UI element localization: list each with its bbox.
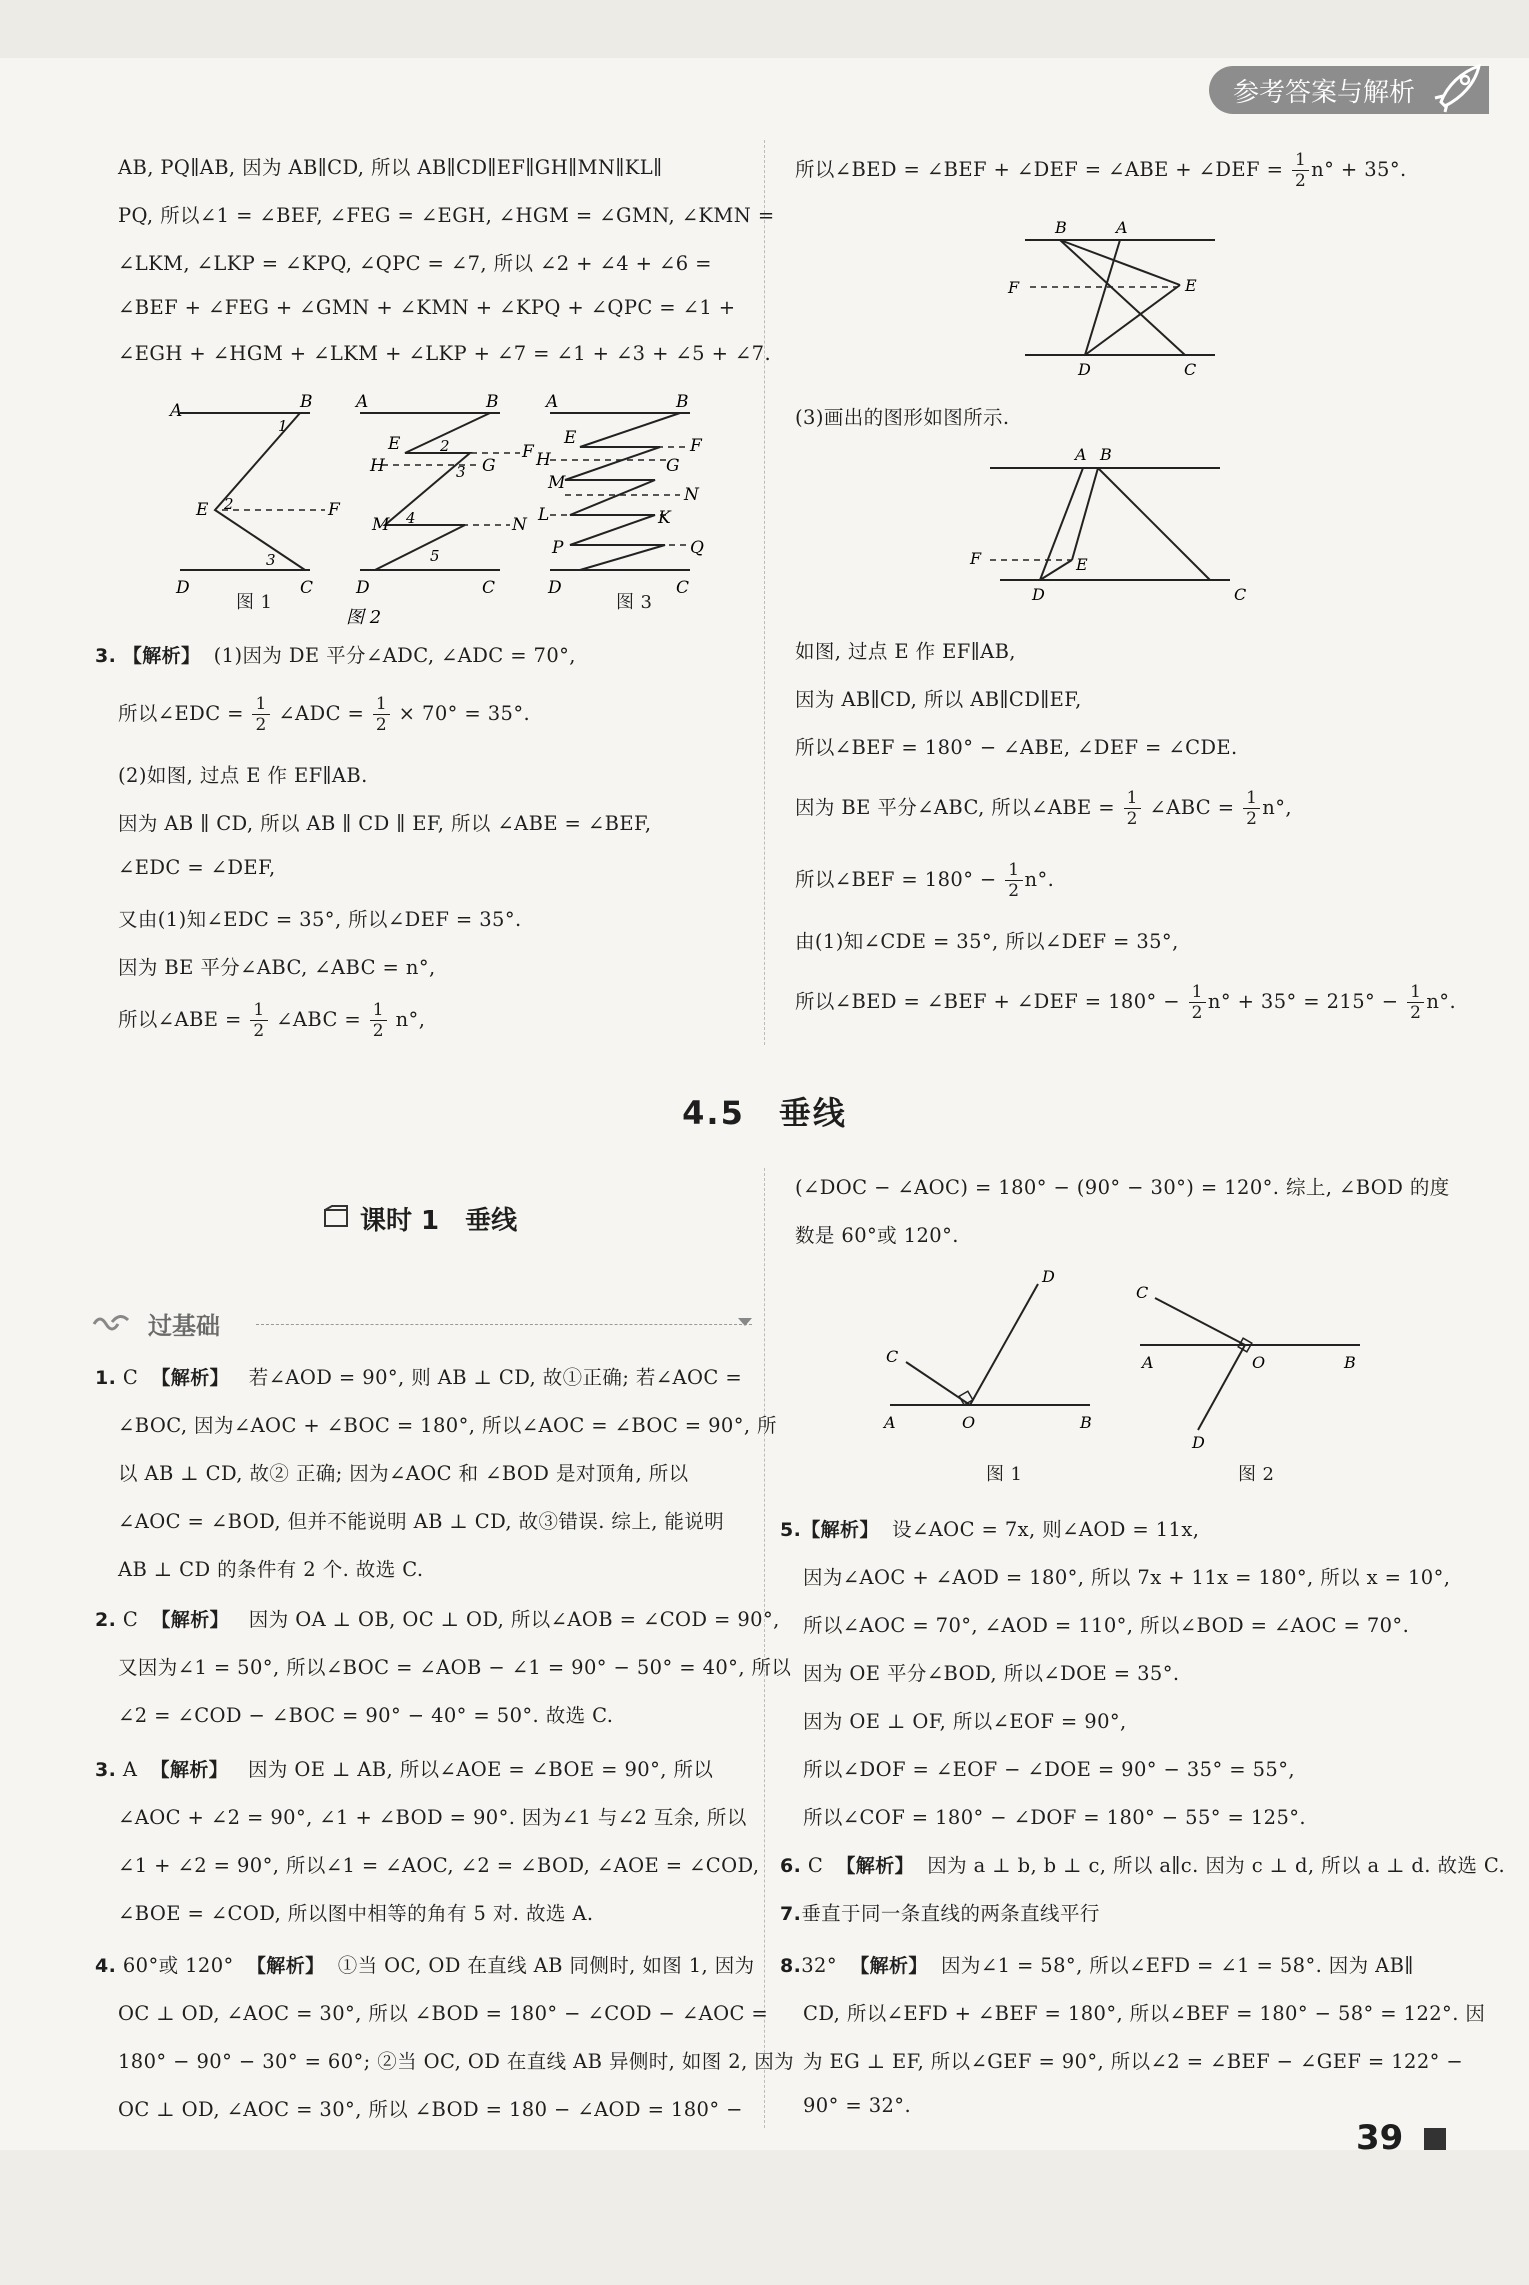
right-top-line-1: 所以∠BED = ∠BEF + ∠DEF = ∠ABE + ∠DEF = $\frac{1}{2}$ n° + 35°. [795, 150, 1407, 191]
fig1-caption: 图 1 [236, 592, 273, 613]
wave-icon [92, 1310, 140, 1330]
svg-text:B: B [1055, 218, 1067, 237]
svg-text:P: P [552, 538, 564, 558]
column-divider-bottom [764, 1168, 765, 2128]
fig3-caption: 图 3 [616, 592, 653, 613]
fraction-half: $\frac{1}{2}$ [1407, 982, 1424, 1023]
svg-text:E: E [388, 434, 401, 454]
column-divider-top [764, 140, 765, 1045]
svg-text:3: 3 [266, 551, 276, 569]
header-tab-label: 参考答案与解析 [1233, 77, 1416, 108]
svg-text:2: 2 [440, 437, 450, 455]
answer-4-continued-line-2: 数是 60°或 120°. [795, 1224, 959, 1247]
fraction-half: $\frac{1}{2}$ [1189, 982, 1206, 1023]
svg-text:F: F [1008, 278, 1020, 297]
answer-2-line-1: 2. C 【解析】 因为 OA ⊥ OB, OC ⊥ OD, 所以∠AOB = ∠COD = 90°, [95, 1608, 780, 1631]
q3-line-4: 因为 AB ∥ CD, 所以 AB ∥ CD ∥ EF, 所以 ∠ABE = ∠BEF, [118, 812, 652, 835]
svg-text:H: H [536, 450, 551, 470]
answer-3-line-3: ∠1 + ∠2 = 90°, 所以∠1 = ∠AOC, ∠2 = ∠BOD, ∠AOE = ∠COD, [118, 1854, 760, 1877]
page-number: 39 [1356, 2118, 1404, 2158]
right-top-line-5: 所以∠BEF = 180° − ∠ABE, ∠DEF = ∠CDE. [795, 736, 1238, 759]
answer-3-line-2: ∠AOC + ∠2 = 90°, ∠1 + ∠BOD = 90°. 因为∠1 与∠2 互余, 所以 [118, 1806, 747, 1829]
svg-text:F: F [690, 436, 702, 456]
q3-line-8: 所以∠ABE = $\frac{1}{2}$ ∠ABC = $\frac{1}{2}$ n°, [118, 1000, 426, 1041]
rocket-icon [1429, 58, 1489, 118]
zigzag-figure-3 [535, 392, 704, 598]
zigzag-figures [160, 385, 720, 628]
right-top-line-6: 因为 BE 平分∠ABC, 所以∠ABE = $\frac{1}{2}$ ∠ABC = $\frac{1}{2}$ n°, [795, 788, 1292, 829]
section-title: 4.5 垂线 [682, 1094, 847, 1132]
svg-text:A: A [1075, 445, 1087, 464]
right-top-line-4: 因为 AB∥CD, 所以 AB∥CD∥EF, [795, 688, 1082, 711]
svg-text:3: 3 [456, 463, 466, 481]
svg-text:M: M [548, 473, 566, 493]
fraction-half: $\frac{1}{2}$ [1124, 788, 1141, 829]
svg-text:N: N [512, 515, 527, 535]
svg-text:A: A [884, 1413, 896, 1432]
answer-5-line-2: 因为∠AOC + ∠AOD = 180°, 所以 7x + 11x = 180°, 所以 x = 10°, [803, 1566, 1451, 1589]
svg-text:D: D [1042, 1267, 1055, 1286]
answer-5-line-7: 所以∠COF = 180° − ∠DOF = 180° − 55° = 125°. [803, 1806, 1307, 1829]
svg-text:C: C [300, 578, 314, 598]
subhead-rule [256, 1324, 752, 1325]
svg-text:B: B [676, 392, 689, 412]
answer-5-line-6: 所以∠DOF = ∠EOF − ∠DOE = 90° − 35° = 55°, [803, 1758, 1295, 1781]
page-marker [1424, 2128, 1446, 2150]
right-top-line-7: 所以∠BEF = 180° − $\frac{1}{2}$ n°. [795, 860, 1055, 901]
answer-3-line-4: ∠BOE = ∠COD, 所以图中相等的角有 5 对. 故选 A. [118, 1902, 594, 1925]
answer-3-line-1: 3. A 【解析】 因为 OE ⊥ AB, 所以∠AOE = ∠BOE = 90°, 所以 [95, 1758, 714, 1781]
answer-1-line-3: 以 AB ⊥ CD, 故② 正确; 因为∠AOC 和 ∠BOD 是对顶角, 所以 [118, 1462, 689, 1485]
svg-text:图 2: 图 2 [346, 607, 382, 628]
right-top-line-2: (3)画出的图形如图所示. [795, 406, 1010, 429]
svg-text:B: B [1100, 445, 1112, 464]
fig45-caption-2: 图 2 [1238, 1464, 1275, 1485]
answer-5-line-1: 5.【解析】 设∠AOC = 7x, 则∠AOD = 11x, [780, 1518, 1200, 1541]
answer-4-line-2: OC ⊥ OD, ∠AOC = 30°, 所以 ∠BOD = 180° − ∠COD − ∠AOC = [118, 2002, 769, 2025]
svg-text:F: F [328, 500, 340, 520]
figure-bod-2 [1130, 1270, 1370, 1450]
svg-text:O: O [1252, 1353, 1266, 1372]
svg-text:B: B [486, 392, 499, 412]
svg-text:D: D [1192, 1433, 1205, 1452]
svg-text:4: 4 [406, 509, 416, 527]
lesson-title: 课时 1 垂线 [360, 1206, 518, 1236]
svg-text:B: B [1080, 1413, 1092, 1432]
answer-1-line-4: ∠AOC = ∠BOD, 但并不能说明 AB ⊥ CD, 故③错误. 综上, 能说明 [118, 1510, 725, 1533]
svg-text:C: C [676, 578, 690, 598]
right-top-line-9: 所以∠BED = ∠BEF + ∠DEF = 180° − $\frac{1}{2}$ n° + 35° = 215° − $\frac{1}{2}$ n°. [795, 982, 1457, 1023]
figure-bed-2 [1000, 215, 1230, 385]
q3-line-5: ∠EDC = ∠DEF, [118, 856, 276, 879]
svg-text:M: M [372, 515, 390, 535]
fraction-half: $\frac{1}{2}$ [1292, 150, 1309, 191]
header-tab [1209, 66, 1489, 114]
svg-text:F: F [970, 549, 982, 568]
answer-7-line-1: 7.垂直于同一条直线的两条直线平行 [780, 1902, 1100, 1925]
q3-line-7: 因为 BE 平分∠ABC, ∠ABC = n°, [118, 956, 436, 979]
svg-text:E: E [564, 428, 577, 448]
svg-text:B: B [1344, 1353, 1356, 1372]
svg-text:A: A [546, 392, 559, 412]
fraction-half: $\frac{1}{2}$ [370, 1000, 387, 1041]
chevron-down-icon [738, 1318, 752, 1328]
q3-line-2: 所以∠EDC = $\frac{1}{2}$ ∠ADC = $\frac{1}{2}$ × 70° = 35°. [118, 694, 531, 735]
zigzag-figure-1 [168, 392, 341, 598]
figure-bed-3 [960, 440, 1247, 610]
left-top-line-1: AB, PQ∥AB, 因为 AB∥CD, 所以 AB∥CD∥EF∥GH∥MN∥KL∥ [118, 156, 663, 179]
answer-5-line-3: 所以∠AOC = 70°, ∠AOD = 110°, 所以∠BOD = ∠AOC = 70°. [803, 1614, 1410, 1637]
fraction-half: $\frac{1}{2}$ [373, 694, 390, 735]
answer-1-line-2: ∠BOC, 因为∠AOC + ∠BOC = 180°, 所以∠AOC = ∠BOC = 90°, 所 [118, 1414, 777, 1437]
svg-text:D: D [356, 578, 370, 598]
q3-line-3: (2)如图, 过点 E 作 EF∥AB. [118, 764, 368, 787]
answer-5-line-4: 因为 OE 平分∠BOD, 所以∠DOE = 35°. [803, 1662, 1180, 1685]
svg-text:D: D [1032, 585, 1045, 604]
q3-tag: 【解析】 [122, 645, 201, 667]
answer-4-line-1: 4. 60°或 120° 【解析】 ①当 OC, OD 在直线 AB 同侧时, 如图 1, 因为 [95, 1954, 755, 1977]
fraction-half: $\frac{1}{2}$ [252, 694, 269, 735]
svg-text:H: H [370, 456, 385, 476]
q3-text-1: (1)因为 DE 平分∠ADC, ∠ADC = 70°, [213, 644, 576, 667]
left-top-line-2: PQ, 所以∠1 = ∠BEF, ∠FEG = ∠EGH, ∠HGM = ∠GMN, ∠KMN = [118, 204, 775, 227]
svg-text:A: A [356, 392, 369, 412]
fraction-half: $\frac{1}{2}$ [250, 1000, 267, 1041]
fraction-half: $\frac{1}{2}$ [1005, 860, 1022, 901]
svg-text:E: E [196, 500, 209, 520]
left-top-line-3: ∠LKM, ∠LKP = ∠KPQ, ∠QPC = ∠7, 所以 ∠2 + ∠4 + ∠6 = [118, 252, 712, 275]
answer-8-line-3: 为 EG ⊥ EF, 所以∠GEF = 90°, 所以∠2 = ∠BEF − ∠GEF = 122° − [803, 2050, 1464, 2073]
svg-text:F: F [522, 442, 534, 462]
answer-5-line-5: 因为 OE ⊥ OF, 所以∠EOF = 90°, [803, 1710, 1127, 1733]
subhead [92, 1306, 752, 1340]
svg-text:A: A [1116, 218, 1128, 237]
right-top-line-3: 如图, 过点 E 作 EF∥AB, [795, 640, 1016, 663]
q3-number: 3. [95, 645, 117, 667]
subhead-label: 过基础 [148, 1312, 220, 1340]
svg-text:C: C [1136, 1283, 1149, 1302]
svg-text:B: B [300, 392, 313, 412]
answer-1-line-5: AB ⊥ CD 的条件有 2 个. 故选 C. [118, 1558, 424, 1581]
answer-2-line-3: ∠2 = ∠COD − ∠BOC = 90° − 40° = 50°. 故选 C. [118, 1704, 614, 1727]
answer-4-line-3: 180° − 90° − 30° = 60°; ②当 OC, OD 在直线 AB 异侧时, 如图 2, 因为 [118, 2050, 795, 2073]
svg-text:C: C [886, 1347, 899, 1366]
svg-text:2: 2 [224, 495, 234, 513]
svg-text:D: D [548, 578, 562, 598]
left-top-line-4: ∠BEF + ∠FEG + ∠GMN + ∠KMN + ∠KPQ + ∠QPC = ∠1 + [118, 296, 736, 319]
right-top-line-8: 由(1)知∠CDE = 35°, 所以∠DEF = 35°, [795, 930, 1179, 953]
fraction-half: $\frac{1}{2}$ [1243, 788, 1260, 829]
svg-text:N: N [684, 485, 699, 505]
zigzag-figure-2 [346, 392, 535, 628]
answer-8-line-1: 8.32° 【解析】 因为∠1 = 58°, 所以∠EFD = ∠1 = 58°. 因为 AB∥ [780, 1954, 1414, 1977]
svg-text:D: D [1078, 360, 1091, 379]
answer-1-line-1: 1. C 【解析】 若∠AOD = 90°, 则 AB ⊥ CD, 故①正确; 若∠AOC = [95, 1366, 743, 1389]
svg-text:A: A [1142, 1353, 1154, 1372]
answer-8-line-4: 90° = 32°. [803, 2094, 912, 2117]
svg-text:G: G [666, 456, 680, 476]
q3-line-6: 又由(1)知∠EDC = 35°, 所以∠DEF = 35°. [118, 908, 522, 931]
answer-4-continued-line-1: (∠DOC − ∠AOC) = 180° − (90° − 30°) = 120°. 综上, ∠BOD 的度 [795, 1176, 1450, 1199]
fig45-caption-1: 图 1 [986, 1464, 1023, 1485]
svg-text:G: G [482, 456, 496, 476]
svg-text:E: E [1185, 276, 1197, 295]
svg-text:A: A [170, 401, 183, 421]
q3-line-1 [95, 640, 576, 668]
book-icon [322, 1204, 350, 1230]
svg-text:C: C [482, 578, 496, 598]
answer-8-line-2: CD, 所以∠EFD + ∠BEF = 180°, 所以∠BEF = 180° − 58° = 122°. 因 [803, 2002, 1486, 2025]
svg-text:C: C [1234, 585, 1247, 604]
bottom-band [0, 2150, 1529, 2285]
svg-text:K: K [658, 508, 671, 528]
svg-text:1: 1 [278, 417, 288, 435]
left-top-line-5: ∠EGH + ∠HGM + ∠LKM + ∠LKP + ∠7 = ∠1 + ∠3 + ∠5 + ∠7. [118, 342, 772, 365]
svg-text:O: O [962, 1413, 976, 1432]
figure-bod-1 [870, 1267, 1110, 1432]
svg-text:E: E [1076, 555, 1088, 574]
svg-text:Q: Q [690, 538, 704, 558]
svg-text:C: C [1184, 360, 1197, 379]
svg-text:5: 5 [430, 547, 440, 565]
top-band [0, 0, 1529, 58]
answer-2-line-2: 又因为∠1 = 50°, 所以∠BOC = ∠AOB − ∠1 = 90° − 50° = 40°, 所以 [118, 1656, 792, 1679]
svg-text:D: D [176, 578, 190, 598]
svg-text:L: L [538, 505, 550, 525]
answer-6-line-1: 6. C 【解析】 因为 a ⊥ b, b ⊥ c, 所以 a∥c. 因为 c ⊥ d, 所以 a ⊥ d. 故选 C. [780, 1854, 1506, 1877]
answer-4-line-4: OC ⊥ OD, ∠AOC = 30°, 所以 ∠BOD = 180 − ∠AOD = 180° − [118, 2098, 743, 2121]
